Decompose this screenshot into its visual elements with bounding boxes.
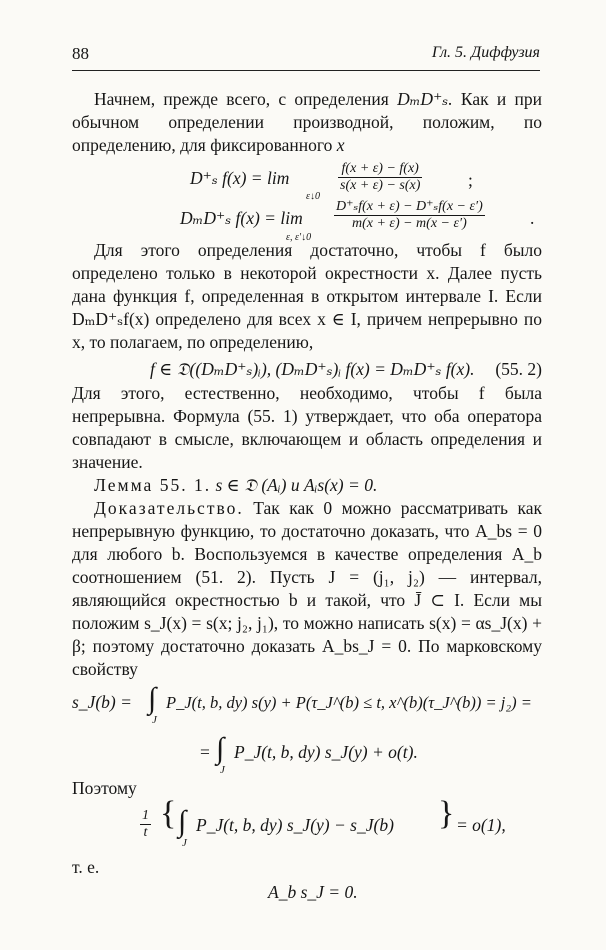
eq6-fraction: $\frac{1}{t}$: [142, 808, 149, 840]
header-rule: [72, 70, 540, 71]
page-header: [72, 44, 540, 68]
paragraph-1: Начнем, прежде всего, с определения DₘD⁺ₛ. Как и при обычном определении производной, положим, по определению, для фиксированного x: [72, 89, 543, 155]
lemma-statement: s ∈ 𝔇 (Aᵢ) и Aᵢs(x) = 0.: [215, 475, 378, 495]
eq1-fraction: $\frac{f(x + \varepsilon) - f(x)}{s(x + \varepsilon) - s(x)}$: [340, 161, 421, 193]
op-expression: DₘD⁺ₛ.: [397, 89, 453, 109]
equation-2: DₘD⁺ₛ f(x) = lim $\frac{\text{D⁺ₛf(x + ε) − D⁺ₛf(x − ε′)}}{m(x + \varepsilon) - m(x - \varepsilon')}$ ε, ε′↓0 .: [180, 199, 535, 243]
lemma: [72, 474, 542, 497]
running-head: Гл. 5. Диффузия: [431, 44, 540, 61]
paragraph-3: Для этого, естественно, необходимо, чтобы f была непрерывна. Формула (55. 1) утверждает, что оба оператора совпадают в смысле, включающем и область определения и значение.: [72, 383, 542, 472]
lemma-label: Лемма 55. 1.: [94, 475, 212, 495]
paragraph-2: Для этого определения достаточно, чтобы f было определено только в некоторой окрестности x. Далее пусть дана функция f, определенная в открытом интервале I. Если DₘD⁺ₛf(x) определено для всех x ∈ I, причем непрерывно по x, то полагаем, по определению,: [72, 240, 542, 352]
page-number: 88: [72, 44, 89, 63]
proof-label: Доказательство.: [94, 498, 244, 518]
equation-3: f ∈ 𝔇((DₘD⁺ₛ)ᵢ), (DₘD⁺ₛ)ᵢ f(x) = DₘD⁺ₛ f(x). (55. 2): [150, 359, 542, 379]
ie-label: т. е.: [72, 857, 100, 877]
eq2-fraction: $\frac{\text{D⁺ₛf(x + ε) − D⁺ₛf(x − ε′)}}{m(x + \varepsilon) - m(x - \varepsilon')}$: [336, 199, 483, 231]
equation-7: A_b s_J = 0.: [268, 882, 358, 902]
equation-number: (55. 2): [495, 359, 542, 379]
equation-4: s_J(b) = ∫ J P_J(t, b, dy) s(y) + P(τ_J^(b) ≤ t, x^(b)(τ_J^(b)) = j₂) =: [72, 682, 532, 726]
equation-6: $\frac{1}{t}$ { ∫ J P_J(t, b, dy) s_J(y) − s_J(b) } = o(1),: [142, 795, 506, 849]
therefore-label: Поэтому: [72, 778, 137, 798]
equation-1: D⁺ₛ f(x) = lim $\frac{f(x + \varepsilon) - f(x)}{s(x + \varepsilon) - s(x)}$ ε↓0 ;: [190, 161, 473, 202]
proof: Доказательство. Так как 0 можно рассматривать как непрерывную функцию, то достаточно доказать, что A_bs = 0 для любого b. Воспользуемся в качестве определения A_b соотношением (51. 2). Пусть J = (j₁, j₂) — интервал, являющийся окрестностью b и такой, что J̄ ⊂ I. Если мы положим s_J(x) = s(x; j₂, j₁), то можно написать s(x) = αs_J(x) + β; поэтому достаточно доказать A_bs_J = 0. По марковскому свойству: [72, 498, 543, 679]
equation-5: = ∫ J P_J(t, b, dy) s_J(y) + o(t).: [200, 732, 418, 776]
page-body: [72, 88, 542, 909]
